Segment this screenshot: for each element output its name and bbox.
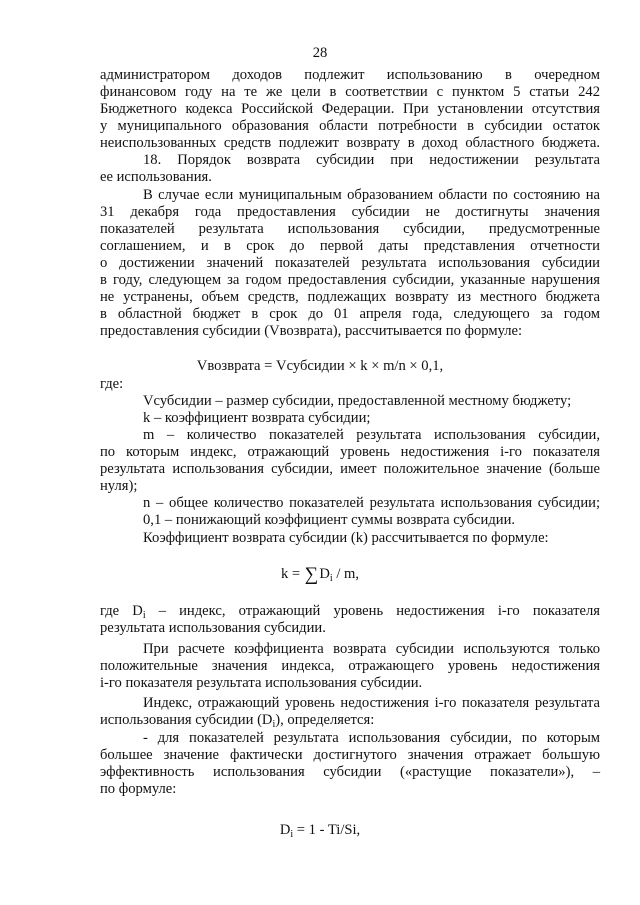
text-line: большее значение фактически достигнутого значения отражает большую [100, 747, 600, 763]
text-line: - для показателей результата использования субсидии, по которым [143, 730, 600, 746]
text-line: ее использования. [100, 169, 212, 185]
text-line: В случае если муниципальным образованием области по состоянию на [143, 187, 600, 203]
text-line: где: [100, 376, 124, 392]
text-line: не устранены, объем средств, подлежащих возврату из местного бюджета [100, 289, 600, 305]
formula-di-right: = 1 - Ti/Si, [293, 822, 361, 838]
text-line: m – количество показателей результата использования субсидии, [143, 427, 600, 443]
section-heading: 18. Порядок возврата субсидии при недостижении результата [143, 152, 600, 168]
formula-k-term: D [319, 566, 330, 582]
text-line [100, 603, 600, 620]
text-line: i-го показателя результата использования субсидии. [100, 675, 423, 691]
text-line: администратором доходов подлежит использованию в очередном [100, 67, 600, 83]
text-line: При расчете коэффициента возврата субсидии используются только [143, 641, 600, 657]
text-line: в году, следующем за годом предоставления субсидии, указанные нарушения [100, 272, 600, 288]
formula-k [0, 565, 640, 584]
subscript-i: i [142, 610, 146, 621]
text-line: 0,1 – понижающий коэффициент суммы возврата субсидии. [143, 512, 516, 528]
text-line: Коэффициент возврата субсидии (k) рассчитывается по формуле: [143, 530, 549, 546]
text-line: соглашением, и в срок до первой даты представления отчетности [100, 238, 600, 254]
text-line: по которым индекс, отражающий уровень недостижения i-го показателя [100, 444, 600, 460]
text-line: неиспользованных средств подлежит возврату в доход областного бюджета. [100, 135, 600, 151]
text-line: о достижении значений показателей результата использования субсидии [100, 255, 600, 271]
formula-di [0, 821, 640, 839]
text-line: результата использования субсидии, имеет положительное значение (больше [100, 461, 600, 477]
text-line: Индекс, отражающий уровень недостижения i-го показателя результата [143, 695, 600, 711]
text-fragment: использования субсидии (D [100, 712, 273, 728]
text-line: по формуле: [100, 781, 177, 797]
text-line: показателей результата использования субсидии, предусмотренные [100, 221, 600, 237]
text-line: финансовом году на те же цели в соответствии с пунктом 5 статьи 242 [100, 84, 600, 100]
text-fragment: где D [100, 603, 143, 619]
text-line: предоставления субсидии (Vвозврата), рассчитывается по формуле: [100, 323, 523, 339]
formula-return-amount: Vвозврата = Vсубсидии × k × m/n × 0,1, [196, 358, 444, 374]
formula-k-tail: / m, [332, 566, 360, 582]
text-line: 31 декабря года предоставления субсидии не достигнуты значения [100, 204, 600, 220]
text-fragment: ), определяется: [275, 712, 375, 728]
page-number: 28 [312, 45, 328, 61]
text-line: у муниципального образования области потребности в субсидии остаток [100, 118, 600, 134]
text-line: Бюджетного кодекса Российской Федерации. При установлении отсутствия [100, 101, 600, 117]
text-line: положительные значения индекса, отражающего уровень недостижения [100, 658, 600, 674]
formula-k-left: k = [280, 566, 301, 582]
text-line: n – общее количество показателей результата использования субсидии; [143, 495, 600, 511]
subscript-i: i [272, 719, 276, 730]
subscript-i: i [329, 573, 333, 584]
sigma-symbol: ∑ [304, 564, 319, 585]
text-line: в областной бюджет в срок до 01 апреля года, следующего за годом [100, 306, 600, 322]
text-line: Vсубсидии – размер субсидии, предоставленной местному бюджету; [143, 393, 572, 409]
text-line: нуля); [100, 478, 138, 494]
text-line: эффективность использования субсидии («растущие показатели»), – [100, 764, 600, 780]
text-fragment: – индекс, отражающий уровень недостижения i-го показателя [145, 603, 600, 619]
text-line: k – коэффициент возврата субсидии; [143, 410, 371, 426]
text-line [100, 712, 600, 729]
text-line: результата использования субсидии. [100, 620, 326, 636]
formula-di-left: D [279, 822, 291, 838]
subscript-i: i [290, 829, 294, 840]
